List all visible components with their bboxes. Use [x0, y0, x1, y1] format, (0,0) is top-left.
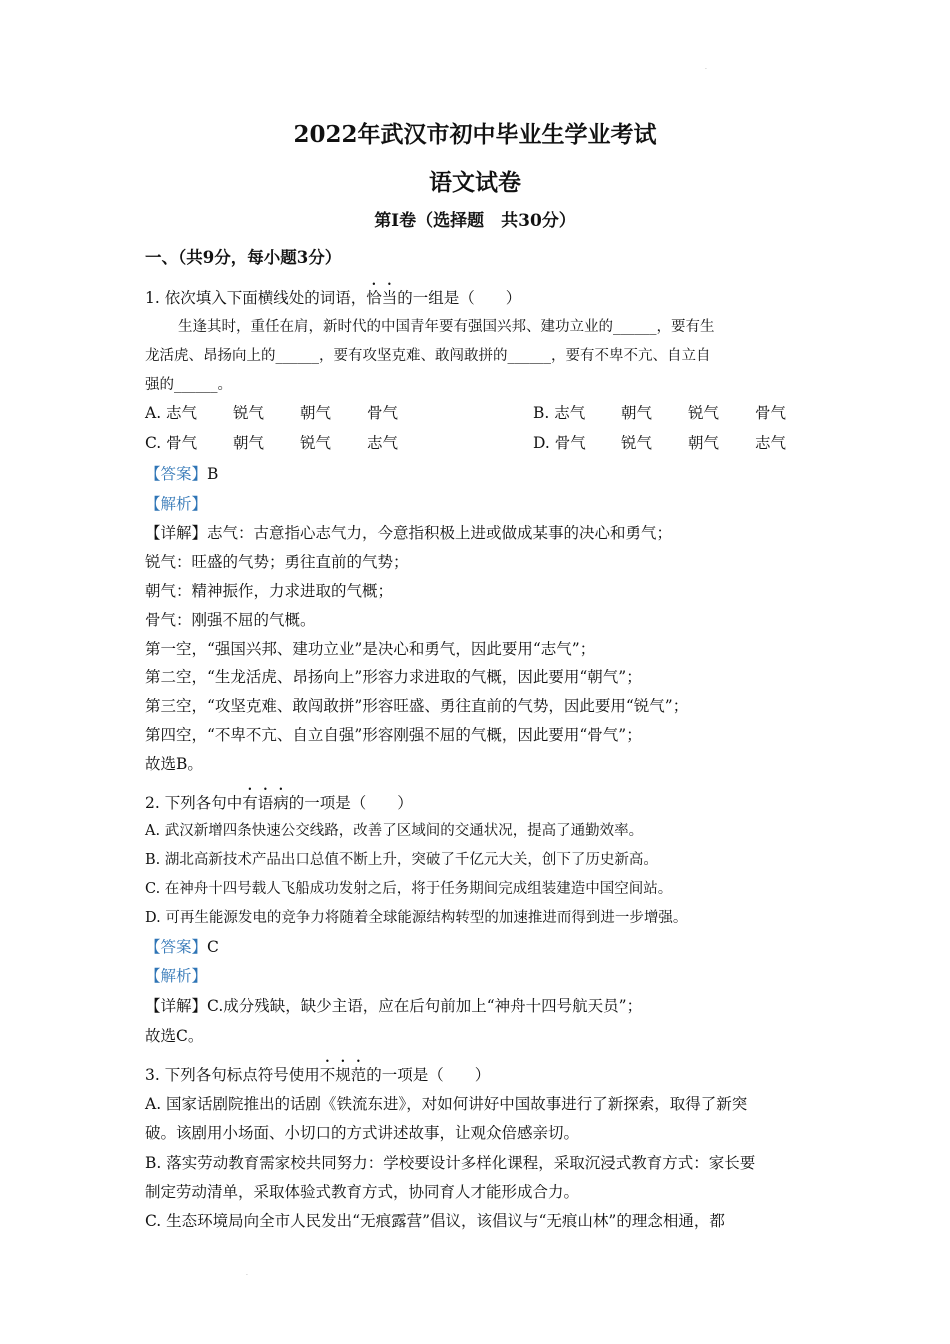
q3-line: C. 生态环境局向全市人民发出“无痕露营”倡议，该倡议与“无痕山林”的理念相通，都 — [145, 1212, 725, 1230]
q1-detail-line: 锐气：旺盛的气势；勇往直前的气势； — [145, 553, 409, 571]
q1-answer — [145, 462, 218, 484]
q1-stem-emphasis: 恰当 — [366, 289, 398, 307]
q1-stem-post: 的一组是（ ） — [397, 289, 522, 307]
q3-line: 破。该剧用小场面、小切口的方式讲述故事，让观众倍感亲切。 — [145, 1124, 580, 1142]
q1-option-c: C. 骨气 朝气 锐气 志气 — [145, 434, 399, 452]
section-title: 第Ⅰ卷（选择题 共30分） — [374, 211, 576, 231]
q1-option-a: A. 志气 锐气 朝气 骨气 — [145, 404, 399, 422]
q2-option-c: C. 在神舟十四号载人飞船成功发射之后，将于任务期间完成组装建造中国空间站。 — [145, 881, 673, 897]
q1-detail-line: 【详解】志气：古意指心志气力，今意指积极上进或做成某事的决心和勇气； — [145, 524, 673, 542]
q3-stem — [145, 1057, 490, 1085]
q3-stem-emphasis: 不规范 — [319, 1066, 367, 1084]
q3-line: 制定劳动清单，采取体验式教育方式，协同育人才能形成合力。 — [145, 1183, 580, 1201]
q1-detail-line: 朝气：精神振作，力求进取的气概； — [145, 582, 394, 600]
q2-answer — [145, 935, 219, 957]
q1-detail-line: 第四空，“不卑不亢、自立自强”形容刚强不屈的气概，因此要用“骨气”； — [145, 726, 642, 744]
scan-dot: · — [246, 1272, 248, 1279]
answer-value: C — [207, 938, 219, 956]
answer-value: B — [207, 465, 219, 483]
q1-stem — [145, 280, 521, 308]
q1-analysis-label: 【解析】 — [145, 495, 208, 513]
q2-stem-post: 的一项是（ ） — [288, 794, 413, 812]
q1-stem-pre: 1. 依次填入下面横线处的词语， — [145, 289, 367, 307]
detail-label: 【详解】 — [145, 524, 208, 542]
q1-detail-line: 第三空，“攻坚克难、敢闯敢拼”形容旺盛、勇往直前的气势，因此要用“锐气”； — [145, 697, 689, 715]
scan-dot: · — [705, 66, 707, 73]
q1-passage-line: 生逢其时，重任在肩，新时代的中国青年要有强国兴邦、建功立业的______，要有生 — [178, 319, 715, 335]
q1-detail-line: 故选B。 — [145, 755, 203, 773]
q3-stem-post: 的一项是（ ） — [366, 1066, 491, 1084]
exam-subtitle: 语文试卷 — [429, 169, 521, 196]
q2-analysis-label: 【解析】 — [145, 967, 208, 985]
exam-title: 2022年武汉市初中毕业生学业考试 — [293, 121, 657, 148]
q2-option-d: D. 可再生能源发电的竞争力将随着全球能源结构转型的加速推进而得到进一步增强。 — [145, 910, 688, 926]
q1-detail-line: 骨气：刚强不屈的气概。 — [145, 611, 316, 629]
detail-label: 【详解】 — [145, 997, 208, 1015]
part-heading: 一、（共9分，每小题3分） — [145, 248, 342, 267]
q2-stem-emphasis: 有语病 — [242, 794, 289, 812]
q1-passage-line: 强的______。 — [145, 377, 232, 393]
q1-option-b: B. 志气 朝气 锐气 骨气 — [533, 404, 787, 422]
q3-line: A. 国家话剧院推出的话剧《铁流东进》，对如何讲好中国故事进行了新探索，取得了新突 — [145, 1095, 748, 1113]
q2-option-a: A. 武汉新增四条快速公交线路，改善了区域间的交通状况，提高了通勤效率。 — [145, 823, 644, 839]
q2-stem-pre: 2. 下列各句中 — [145, 794, 243, 812]
q1-detail-line: 第二空，“生龙活虎、昂扬向上”形容力求进取的气概，因此要用“朝气”； — [145, 668, 642, 686]
q1-detail-line: 第一空，“强国兴邦、建功立业”是决心和勇气，因此要用“志气”； — [145, 640, 596, 658]
answer-label: 【答案】 — [145, 465, 208, 483]
answer-label: 【答案】 — [145, 938, 208, 956]
q3-stem-pre: 3. 下列各句标点符号使用 — [145, 1066, 320, 1084]
q2-stem — [145, 785, 413, 813]
q1-passage-line: 龙活虎、昂扬向上的______，要有攻坚克难、敢闯敢拼的______，要有不卑不亢、自立自 — [145, 348, 711, 364]
q2-option-b: B. 湖北高新技术产品出口总值不断上升，突破了千亿元大关，创下了历史新高。 — [145, 852, 658, 868]
q3-line: B. 落实劳动教育需家校共同努力：学校要设计多样化课程，采取沉浸式教育方式：家长要 — [145, 1154, 756, 1172]
q2-detail-line: 【详解】C.成分残缺，缺少主语，应在后句前加上“神舟十四号航天员”； — [145, 997, 643, 1015]
q1-option-d: D. 骨气 锐气 朝气 志气 — [533, 434, 787, 452]
q2-detail-line: 故选C。 — [145, 1027, 204, 1045]
